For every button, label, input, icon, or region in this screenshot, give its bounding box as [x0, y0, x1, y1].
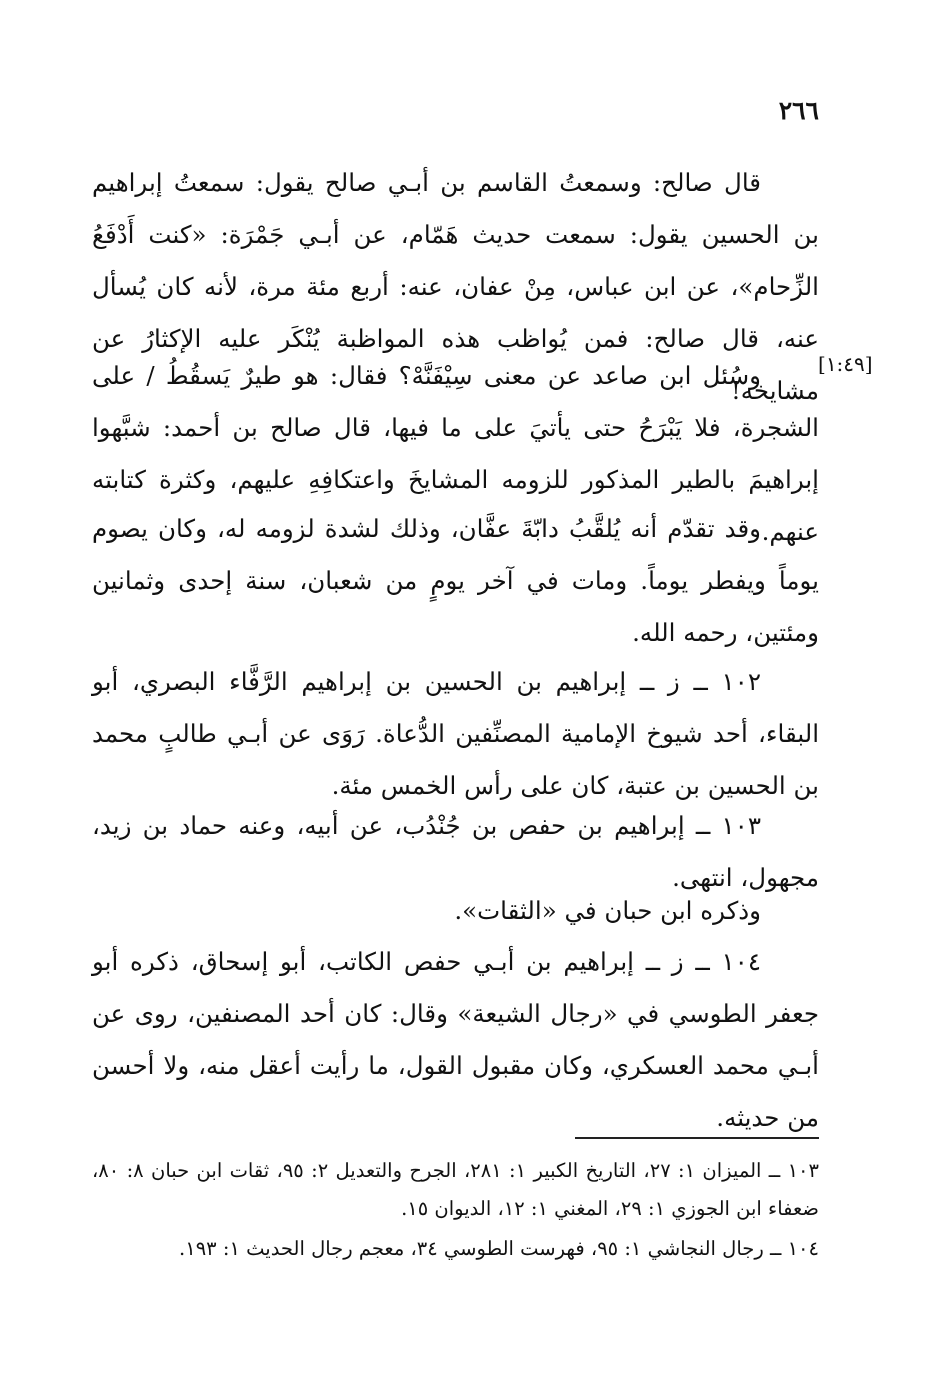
footnote-103: ١٠٣ ــ الميزان ١: ٢٧، التاريخ الكبير ١: ٢٨١، الجرح والتعديل ٢: ٩٥، ثقات ابن حبان ٨: ٨٠، ضعفاء ابن الجوزي ١: ٢٩، المغني ١: ١٢، الديوان ١٥.	[92, 1159, 819, 1220]
footnotes	[92, 1152, 819, 1270]
paragraph-ibn-saed: وسُئل ابن صاعد عن معنى سِيْفَنَّهْ؟ فقال: هو طيرٌ يَسقُطُ / على الشجرة، فلا يَبْرَحُ حتى يأتيَ على ما فيها، قال صالح بن أحمد: شبَّهوا إبراهيمَ بالطير المذكور للزومه المشايخَ واعتكافِهِ عليهم، وكثرة كتابته عنهم.	[92, 361, 819, 546]
page-number: ٢٦٦	[778, 96, 819, 125]
entry-103: ١٠٣ ــ إبراهيم بن حفص بن جُنْدُب، عن أبيه، وعنه حماد بن زيد، مجهول، انتهى.	[92, 811, 819, 892]
entry-104: ١٠٤ ــ ز ــ إبراهيم بن أبـي حفص الكاتب، أبو إسحاق، ذكره أبو جعفر الطوسي في «رجال الشيعة» وقال: كان أحد المصنفين، روى عن أبـي محمد العسكري، وكان مقبول القول، ما رأيت أعقل منه، ولا أحسن من حديثه.	[92, 947, 819, 1132]
entry-102: ١٠٢ ــ ز ــ إبراهيم بن الحسين بن إبراهيم الرَّفَّاء البصري، أبو البقاء، أحد شيوخ الإمامية المصنِّفين الدُّعاة. رَوَى عن أبـي طالبٍ محمد بن الحسين بن عتبة، كان على رأس الخمس مئة.	[92, 667, 819, 800]
paragraph-affan-nickname: وقد تقدّم أنه يُلقَّبُ دابّةَ عفَّان، وذلك لشدة لزومه له، وكان يصوم يوماً ويفطر يوماً. ومات في آخر يومٍ من شعبان، سنة إحدى وثمانين ومئتين، رحمه الله.	[92, 514, 819, 647]
entry-103-note: وذكره ابن حبان في «الثقات».	[454, 896, 761, 925]
footnote-divider	[575, 1137, 819, 1139]
paragraph-saleh-quote: قال صالح: وسمعتُ القاسم بن أبـي صالح يقول: سمعتُ إبراهيم بن الحسين يقول: سمعت حديث هَمّام، عن أبـي جَمْرَة: «كنت أَدْفَعُ الزِّحام»، عن ابن عباس، مِنْ عفان، عنه: أربع مئة مرة، لأنه كان يُسأل عنه، قال صالح: فمن يُواظب هذه المواظبة يُنْكَر عليه الإكثارُ عن مشايخه!	[92, 168, 819, 405]
footnote-104: ١٠٤ ــ رجال النجاشي ١: ٩٥، فهرست الطوسي ٣٤، معجم رجال الحديث ١: ١٩٣.	[179, 1237, 819, 1260]
margin-reference: [١:٤٩]	[818, 352, 873, 376]
